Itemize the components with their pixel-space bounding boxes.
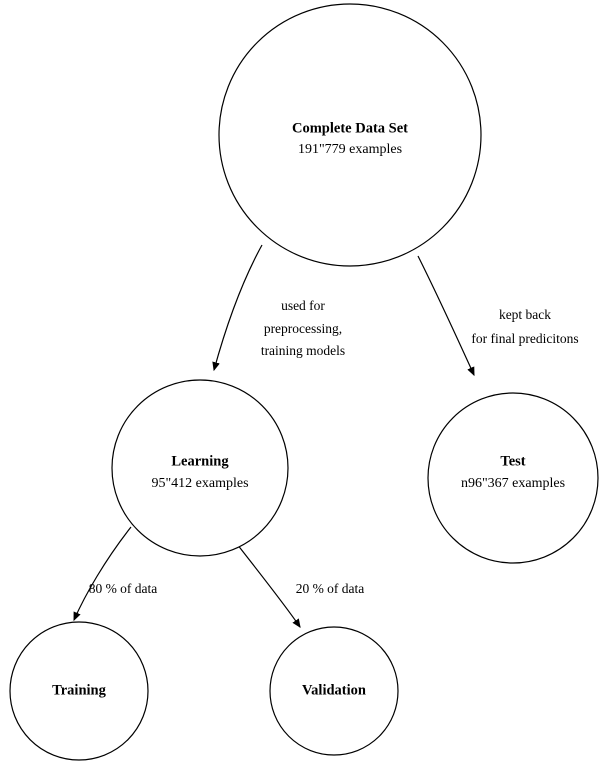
svg-text:191"779 examples: 191"779 examples — [297, 142, 403, 158]
edge-label-learning-to-training — [89, 581, 158, 596]
edge-learning-to-validation — [237, 544, 300, 627]
svg-text:Validation: Validation — [302, 682, 366, 699]
svg-text:80 % of data: 80 % of data — [88, 581, 158, 597]
node-test[interactable] — [428, 393, 598, 563]
svg-text:kept back: kept back — [498, 307, 552, 323]
edge-complete-to-learning — [214, 245, 262, 370]
svg-text:for final predicitons: for final predicitons — [471, 331, 579, 347]
node-validation[interactable] — [270, 627, 398, 755]
edge-label-complete-to-learning — [261, 298, 345, 358]
edge-learning-to-training — [74, 527, 131, 620]
node-learning[interactable] — [112, 380, 288, 556]
edge-label-complete-to-test — [471, 307, 578, 346]
svg-text:Test: Test — [500, 453, 526, 470]
svg-text:95"412 examples: 95"412 examples — [151, 476, 249, 492]
svg-text:20 % of data: 20 % of data — [295, 581, 365, 597]
svg-text:Training: Training — [52, 682, 106, 699]
edge-label-learning-to-validation — [296, 581, 365, 596]
node-complete-data-set[interactable] — [219, 4, 481, 266]
node-training[interactable] — [10, 622, 148, 760]
edge-complete-to-test — [418, 256, 474, 375]
svg-text:n96"367 examples: n96"367 examples — [460, 476, 566, 492]
svg-text:Learning: Learning — [171, 453, 229, 470]
svg-text:training models: training models — [260, 343, 346, 359]
svg-text:preprocessing,: preprocessing, — [263, 321, 343, 337]
svg-text:used for: used for — [281, 298, 325, 314]
svg-text:Complete Data Set: Complete Data Set — [292, 120, 408, 137]
